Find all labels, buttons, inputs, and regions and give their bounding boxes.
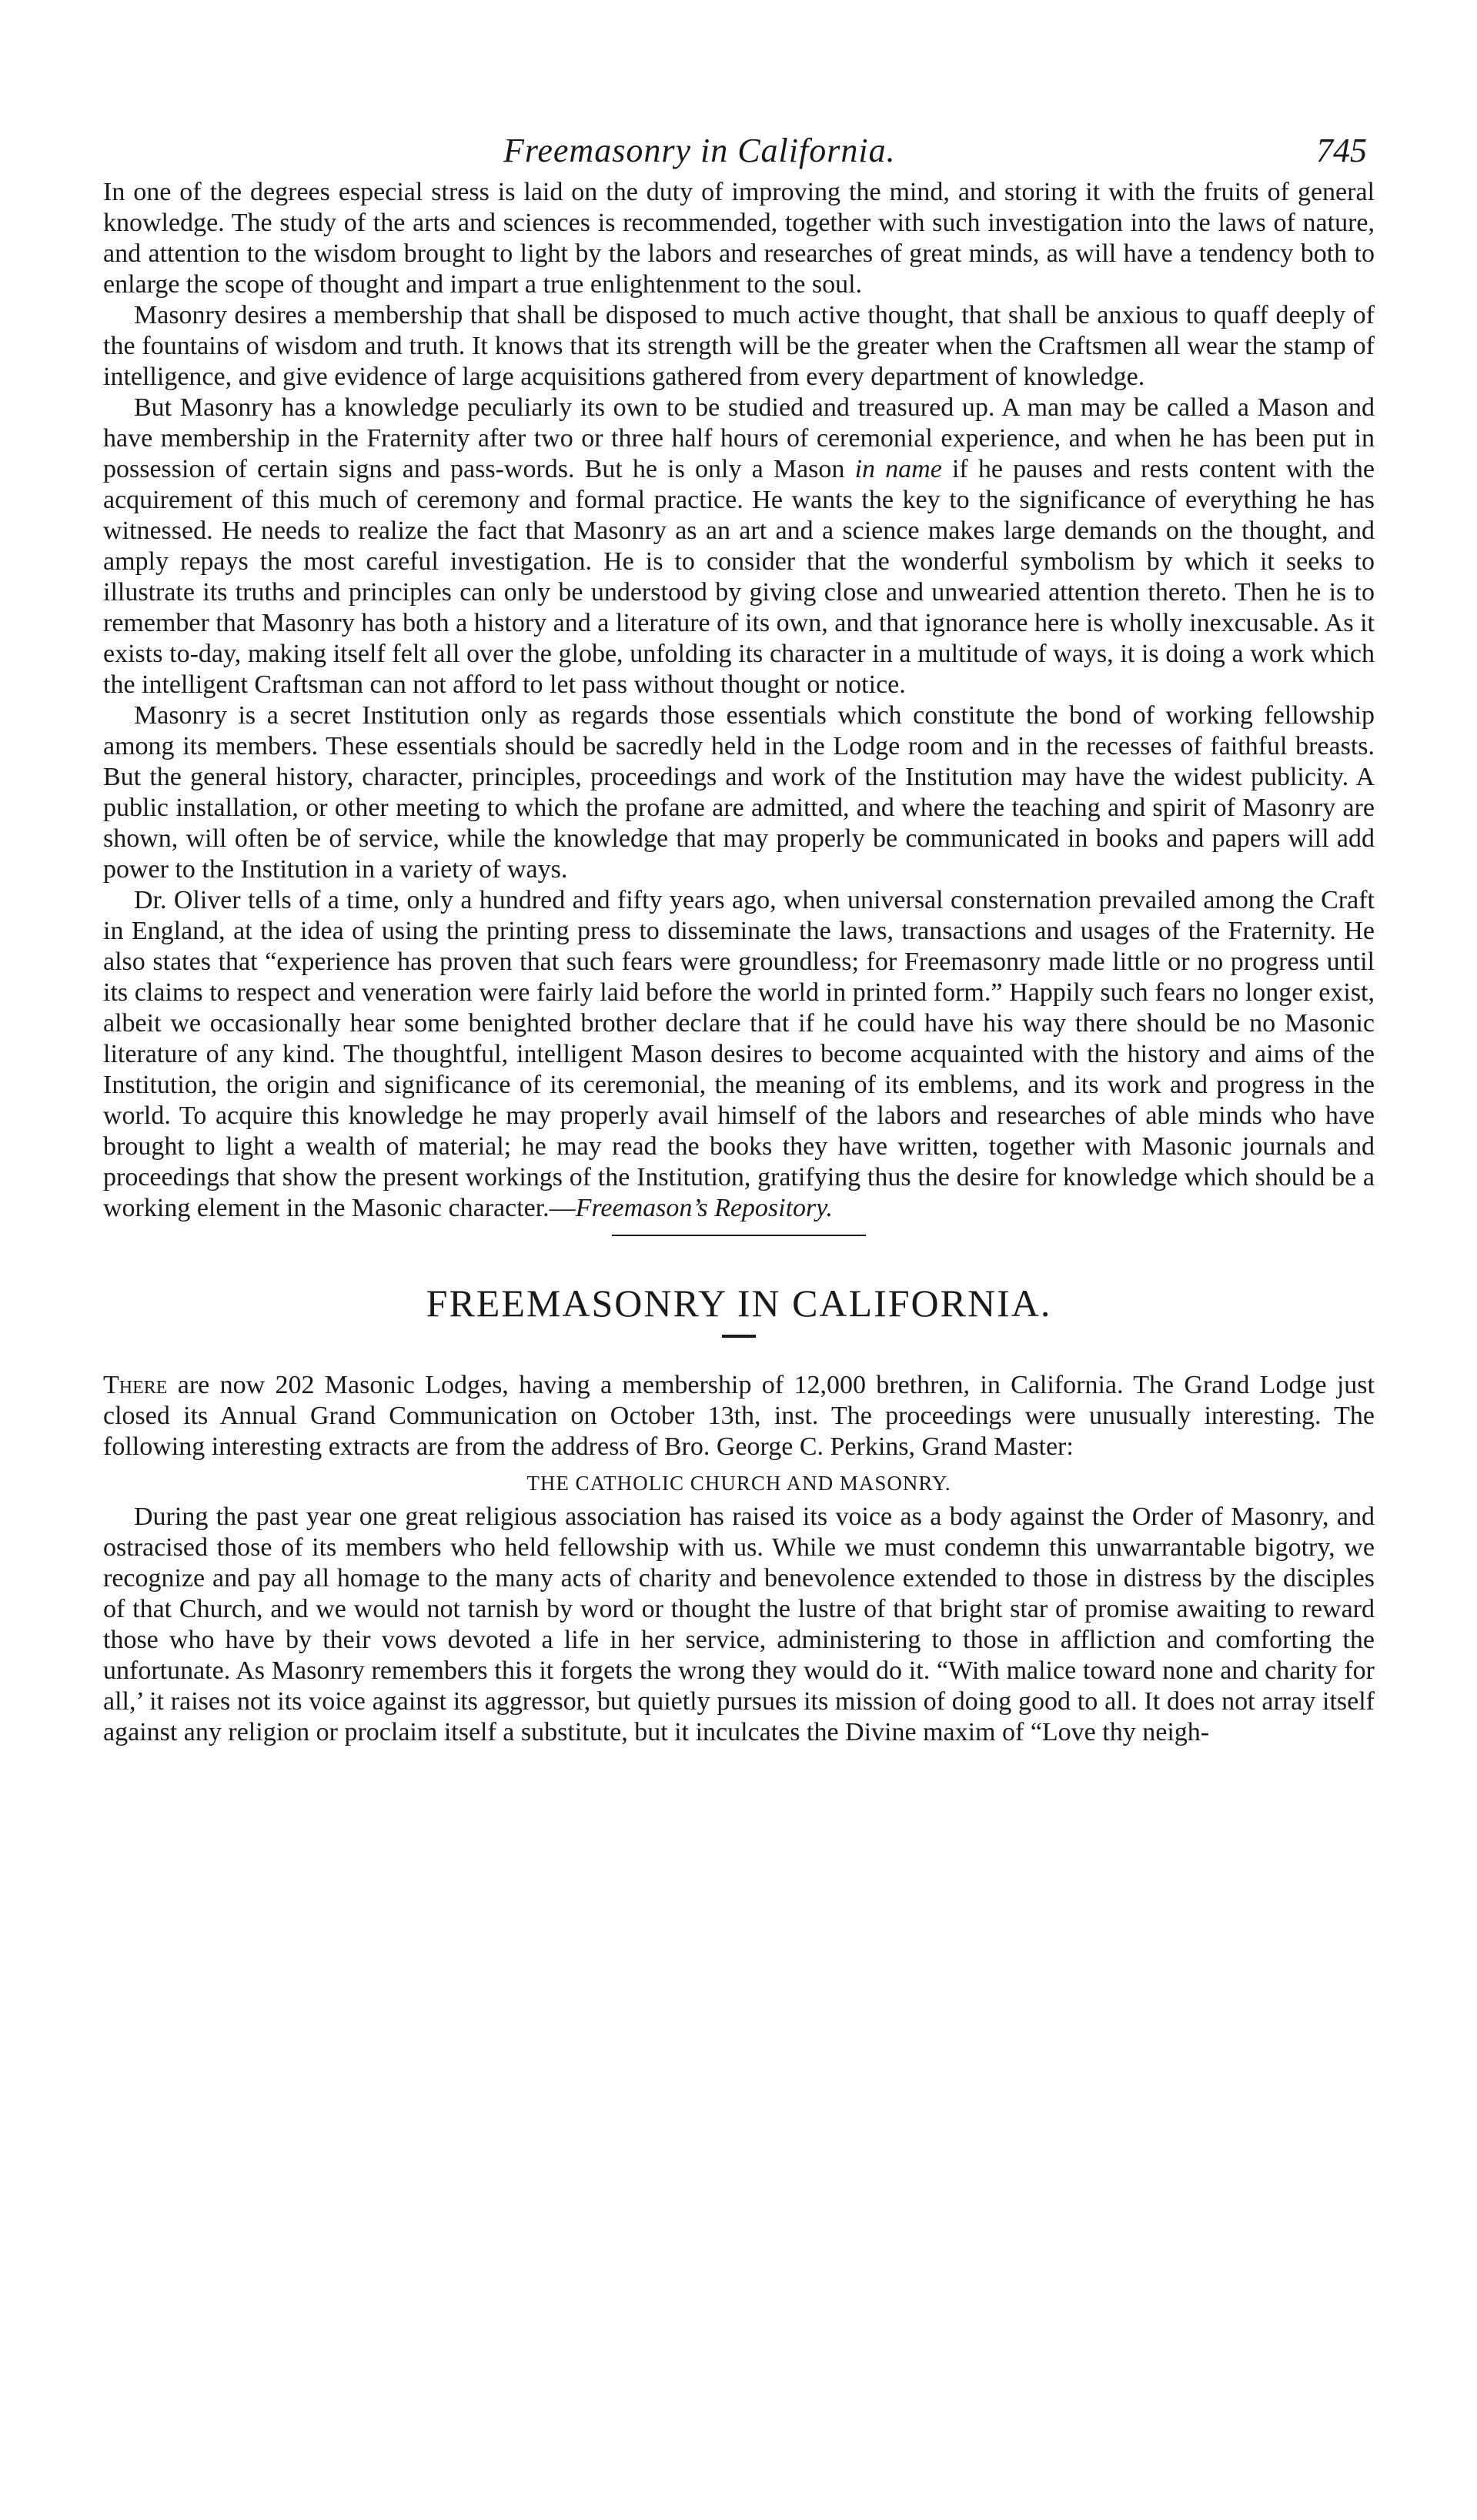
- paragraph-text: A man may be called a Mason and have membership in the Fraternity after two or three half hours of ceremonial experience, and when he has been put in possession of certain signs and pass-words. But he is only a Mason: [103, 393, 1375, 483]
- paragraph-catholic-church: During the past year one great religious association has raised its voice as a body against the Order of Masonry, and ostracised those of its members who held fellowship with us. While we must condemn this unwarrantable bigotry, we recognize and pay all homage to the many acts of charity and benevolence extended to those in distress by the disciples of that Church, and we would not tarnish by word or thought the lustre of that bright star of promise awaiting to reward those who have by their vows devoted a life in her service, administering to those in affliction and comforting the unfortunate. As Masonry remembers this it forgets the wrong they would do it. “With malice toward none and charity for all,’ it raises not its voice against its aggressor, but quietly pursues its mission of doing good to all. It does not array itself against any religion or proclaim itself a substitute, but it inculcates the Divine maxim of “Love thy neigh-: [103, 1502, 1375, 1746]
- paragraph-active-thought: Masonry desires a membership that shall be disposed to much active thought, that shall be anxious to quaff deeply of the fountains of wisdom and truth. It knows that its strength will be the greater when the Craftsmen all wear the stamp of intelligence, and give evidence of large acquisitions gathered from every department of knowledge.: [103, 301, 1375, 391]
- title-rule: [722, 1335, 756, 1338]
- emphasis-in-name: in name: [854, 455, 942, 483]
- paragraph-text-continued: if he pauses and rests content with the acquirement of this much of ceremony and formal practice. He wants the key to the significance of everything he has witnessed. He needs to realize the fact that Masonry as an art and a science makes large demands on the thought, and amply repays the most careful investigation. He is to consider that the wonderful symbolism by which it seeks to illustrate its truths and principles can only be understood by giving close and unwearied attention thereto. Then he is to remember that Masonry has both a history and a literature of its own, and that ignorance here is wholly inexcusable. As it exists to-day, making itself felt all over the globe, unfolding its character in a multitude of ways, it is doing a work which the intelligent Craftsman can not afford to let pass without thought or notice.: [103, 455, 1375, 699]
- running-head: [103, 115, 1375, 177]
- paragraph-intro: [103, 1370, 1375, 1462]
- paragraph-text: Dr. Oliver tells of a time, only a hundred and fifty years ago, when universal consternation prevailed among the Craft in England, at the idea of using the printing press to disseminate the laws, transactions and usages of the Fraternity. He also states that “experience has proven that such fears were groundless; for Freemasonry made little or no progress until its claims to respect and veneration were fairly laid before the world in printed form.” Happily such fears no longer exist, albeit we occasionally hear some benighted brother declare that if he could have his way there should be no Masonic literature of any kind. The thoughtful, intelligent Mason desires to become acquainted with the history and aims of the Institution, the origin and significance of its ceremonial, the meaning of its emblems, and its work and progress in the world. To acquire this knowledge he may properly avail himself of the labors and researches of able minds who have brought to light a wealth of material; he may read the books they have written, together with Masonic journals and proceedings that show the present workings of the Institution, gratifying thus the desire for knowledge which should be a working element in the Masonic character.—: [103, 886, 1375, 1222]
- paragraph-dr-oliver: [103, 885, 1375, 1224]
- paragraph-improving-mind: In one of the degrees especial stress is laid on the duty of improving the mind, and storing it with the fruits of general knowledge. The study of the arts and sciences is recommended, together with such investigation into the laws of nature, and attention to the wisdom brought to light by the labors and researches of great minds, as will have a tendency both to enlarge the scope of thought and impart a true enlightenment to the soul.: [103, 178, 1375, 299]
- running-title: Freemasonry in California.: [503, 132, 896, 169]
- article-masonic-knowledge: [103, 177, 1375, 1236]
- intro-text: are now 202 Masonic Lodges, having a membership of 12,000 brethren, in California. The Grand Lodge just closed its Annual Grand Communication on October 13th, inst. The proceedings were unusually interesting. The following interesting extracts are from the address of Bro. George C. Perkins, Grand Master:: [103, 1371, 1375, 1461]
- paragraph-knowledge-peculiar: [103, 393, 1375, 700]
- source-citation: Freemason’s Repository.: [575, 1194, 833, 1222]
- paragraph-secret-institution: Masonry is a secret Institution only as regards those essentials which constitute the bond of working fellowship among its members. These essentials should be sacredly held in the Lodge room and in the recesses of faithful breasts. But the general history, character, principles, proceedings and work of the Institution may have the widest publicity. A public installation, or other meeting to which the profane are admitted, and where the teaching and spirit of Masonry are shown, will often be of service, while the knowledge that may properly be communicated in books and papers will add power to the Institution in a variety of ways.: [103, 701, 1375, 884]
- page-number: 745: [1316, 132, 1367, 169]
- subheading: THE CATHOLIC CHURCH AND MASONRY.: [526, 1472, 951, 1495]
- article-title: FREEMASONRY IN CALIFORNIA.: [426, 1282, 1052, 1325]
- paragraph-lead-text: But Masonry has a knowledge peculiarly its own to be studied and treasured up.: [134, 393, 995, 422]
- document-page: [103, 115, 1375, 1748]
- intro-first-word: There: [103, 1371, 168, 1399]
- section-divider: [612, 1235, 866, 1236]
- article-freemasonry-california: [103, 1281, 1375, 1748]
